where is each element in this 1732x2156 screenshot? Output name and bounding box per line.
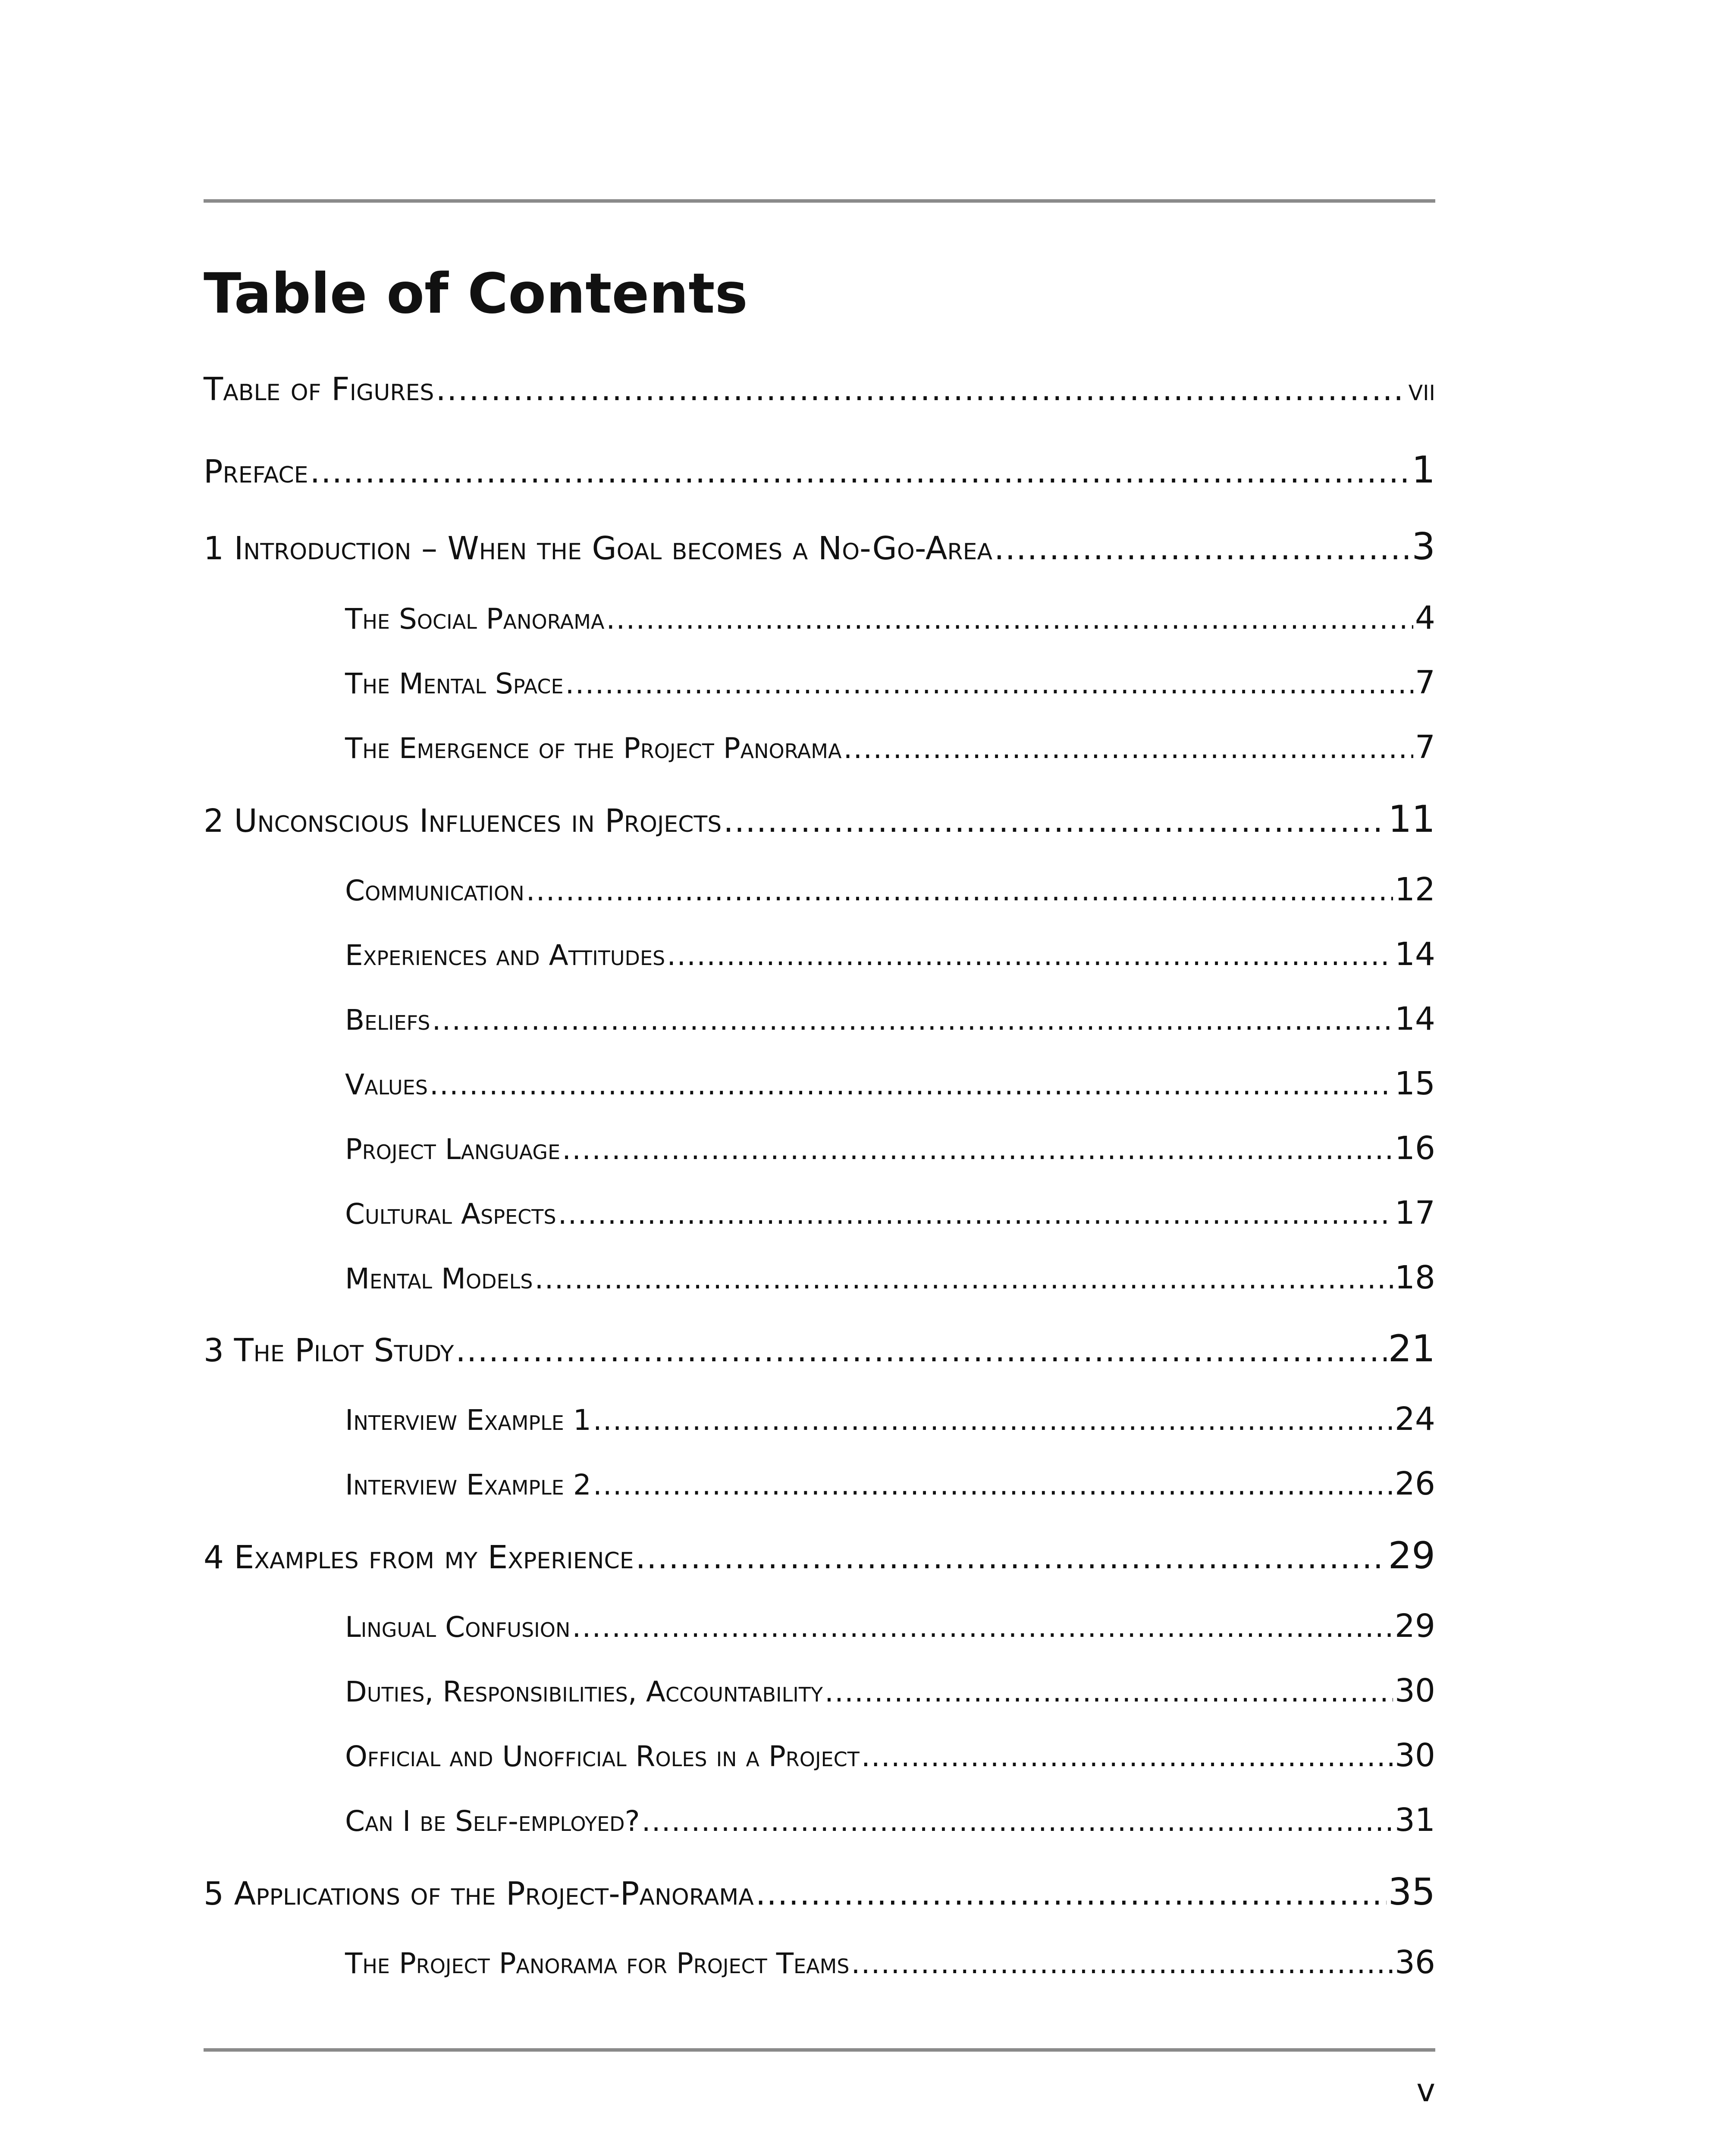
- toc-entry-social-panorama[interactable]: [345, 599, 1435, 636]
- toc-entry-label: Communication: [345, 874, 524, 907]
- toc-entry-preface[interactable]: [204, 448, 1435, 492]
- toc-entry-mental-space[interactable]: [345, 664, 1435, 701]
- toc-entry-page: 4: [1415, 599, 1435, 636]
- toc-entry-page: 18: [1394, 1259, 1435, 1296]
- toc-entry-label: 1 Introduction – When the Goal becomes a No-Go-Area: [204, 530, 993, 567]
- toc-entry-page: 7: [1415, 729, 1435, 766]
- toc-entry-label: Values: [345, 1068, 428, 1101]
- dot-leader: [843, 732, 1413, 765]
- toc-entry-mental-models[interactable]: [345, 1259, 1435, 1296]
- toc-entry-page: 11: [1388, 798, 1435, 841]
- toc-entry-label: Cultural Aspects: [345, 1197, 556, 1231]
- dot-leader: [432, 1003, 1393, 1037]
- dot-leader: [455, 1332, 1386, 1369]
- toc-entry-page: 3: [1412, 525, 1435, 568]
- toc-entry-page: 29: [1394, 1608, 1435, 1645]
- toc-entry-page: 36: [1394, 1944, 1435, 1981]
- toc-entry-official-unofficial-roles[interactable]: [345, 1737, 1435, 1774]
- dot-leader: [723, 802, 1386, 840]
- toc-entry-label: 5 Applications of the Project-Panorama: [204, 1875, 754, 1912]
- dot-leader: [756, 1875, 1387, 1912]
- toc-entry-values[interactable]: [345, 1065, 1435, 1102]
- dot-leader: [636, 1539, 1387, 1576]
- dot-leader: [535, 1262, 1393, 1295]
- dot-leader: [430, 1068, 1393, 1101]
- dot-leader: [593, 1404, 1393, 1437]
- toc-entry-page: 14: [1394, 936, 1435, 973]
- toc-entry-page: 16: [1394, 1130, 1435, 1167]
- toc-entry-label: Project Language: [345, 1133, 561, 1166]
- toc-entry-page: 31: [1394, 1802, 1435, 1839]
- toc-entry-emergence-project-panorama[interactable]: [345, 729, 1435, 766]
- dot-leader: [593, 1468, 1393, 1501]
- toc-entry-label: Interview Example 1: [345, 1404, 591, 1437]
- toc-entry-page: 12: [1394, 871, 1435, 908]
- toc-entry-page: 21: [1388, 1327, 1435, 1370]
- dot-leader: [642, 1805, 1393, 1838]
- toc-entry-label: 3 The Pilot Study: [204, 1332, 454, 1369]
- toc-entry-page: 24: [1394, 1401, 1435, 1438]
- top-rule: [204, 199, 1435, 203]
- toc-entry-label: The Project Panorama for Project Teams: [345, 1947, 850, 1980]
- toc-entry-label: Duties, Responsibilities, Accountability: [345, 1675, 823, 1708]
- toc-entry-label: The Mental Space: [345, 667, 564, 700]
- dot-leader: [667, 939, 1393, 972]
- toc-entry-page: 17: [1394, 1194, 1435, 1232]
- dot-leader: [861, 1740, 1393, 1773]
- toc-entry-chapter-5[interactable]: [204, 1871, 1435, 1914]
- dot-leader: [851, 1947, 1393, 1980]
- toc-entry-page: vii: [1408, 372, 1435, 407]
- toc-entry-label: Preface: [204, 453, 308, 490]
- toc-entry-cultural-aspects[interactable]: [345, 1194, 1435, 1232]
- page-title: Table of Contents: [204, 262, 748, 326]
- toc-entry-communication[interactable]: [345, 871, 1435, 908]
- toc-entry-page: 30: [1394, 1737, 1435, 1774]
- toc-entry-chapter-4[interactable]: [204, 1534, 1435, 1577]
- toc-entry-lingual-confusion[interactable]: [345, 1608, 1435, 1645]
- dot-leader: [565, 667, 1413, 700]
- toc-entry-page: 30: [1394, 1672, 1435, 1709]
- dot-leader: [994, 530, 1410, 567]
- toc-entry-label: Official and Unofficial Roles in a Project: [345, 1740, 860, 1773]
- dot-leader: [310, 453, 1410, 490]
- toc-entry-label: 2 Unconscious Influences in Projects: [204, 802, 722, 840]
- toc-entry-page: 29: [1388, 1534, 1435, 1577]
- toc-entry-page: 26: [1394, 1465, 1435, 1502]
- toc-entry-page: 14: [1394, 1000, 1435, 1037]
- toc-entry-beliefs[interactable]: [345, 1000, 1435, 1037]
- toc-entry-label: Experiences and Attitudes: [345, 939, 665, 972]
- toc-entry-project-panorama-teams[interactable]: [345, 1944, 1435, 1981]
- dot-leader: [606, 602, 1413, 636]
- dot-leader: [825, 1675, 1393, 1708]
- toc-entry-label: The Social Panorama: [345, 602, 605, 636]
- bottom-rule: [204, 2048, 1435, 2052]
- toc-entry-experiences-attitudes[interactable]: [345, 936, 1435, 973]
- toc-entry-interview-example-1[interactable]: [345, 1401, 1435, 1438]
- page-number: v: [1416, 2072, 1435, 2109]
- toc-entry-page: 1: [1412, 448, 1435, 492]
- toc-entry-label: Lingual Confusion: [345, 1611, 571, 1644]
- toc-entry-table-of-figures[interactable]: [204, 371, 1435, 408]
- toc-entry-label: Can I be Self-employed?: [345, 1805, 640, 1838]
- dot-leader: [558, 1197, 1393, 1231]
- toc-entry-page: 35: [1388, 1871, 1435, 1914]
- dot-leader: [562, 1133, 1393, 1166]
- toc-entry-label: The Emergence of the Project Panorama: [345, 732, 842, 765]
- toc-entry-label: Beliefs: [345, 1003, 430, 1037]
- toc-entry-page: 7: [1415, 664, 1435, 701]
- dot-leader: [572, 1611, 1393, 1644]
- toc-entry-self-employed[interactable]: [345, 1802, 1435, 1839]
- toc-entry-chapter-1[interactable]: [204, 525, 1435, 568]
- dot-leader: [526, 874, 1393, 907]
- toc-entry-chapter-3[interactable]: [204, 1327, 1435, 1370]
- dot-leader: [436, 371, 1406, 408]
- toc-entry-label: Table of Figures: [204, 371, 434, 408]
- toc-entry-label: 4 Examples from my Experience: [204, 1539, 634, 1576]
- toc-entry-label: Mental Models: [345, 1262, 533, 1295]
- toc-entry-page: 15: [1394, 1065, 1435, 1102]
- toc-entry-project-language[interactable]: [345, 1130, 1435, 1167]
- toc-entry-chapter-2[interactable]: [204, 798, 1435, 841]
- toc-entry-interview-example-2[interactable]: [345, 1465, 1435, 1502]
- toc-entry-label: Interview Example 2: [345, 1468, 591, 1501]
- toc-entry-duties-responsibilities[interactable]: [345, 1672, 1435, 1709]
